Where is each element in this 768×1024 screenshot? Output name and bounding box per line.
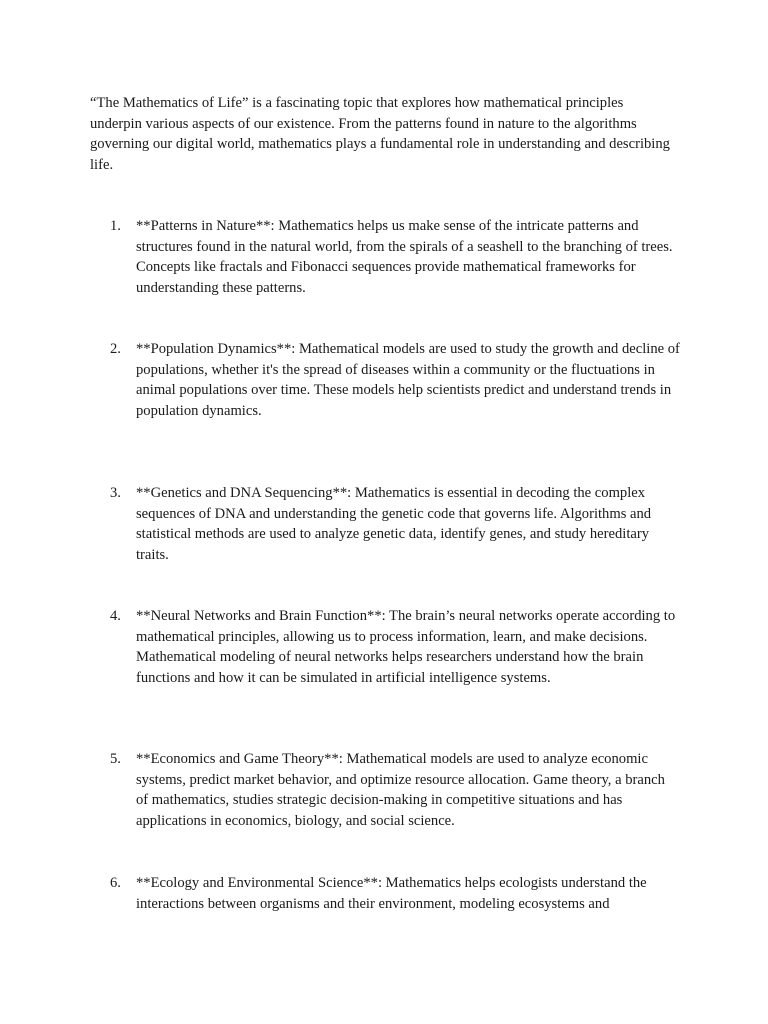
list-number: 4.: [110, 608, 121, 624]
list-number: 1.: [110, 218, 121, 234]
list-number: 5.: [110, 751, 121, 767]
list-item-4: [110, 606, 680, 688]
list-text: **Ecology and Environmental Science**: Mathematics helps ecologists understand the interactions between organisms and their environment, modeling ecosystems and: [136, 875, 647, 912]
intro-paragraph: “The Mathematics of Life” is a fascinating topic that explores how mathematical principles underpin various aspects of our existence. From the patterns found in nature to the algorithms governing our digital world, mathematics plays a fundamental role in understanding and describing life.: [90, 95, 670, 173]
list-text: **Patterns in Nature**: Mathematics helps us make sense of the intricate patterns and structures found in the natural world, from the spirals of a seashell to the branching of trees. Concepts like fractals and Fibonacci sequences provide mathematical frameworks for understanding these patterns.: [136, 218, 673, 296]
list-text: **Genetics and DNA Sequencing**: Mathematics is essential in decoding the complex sequences of DNA and understanding the genetic code that governs life. Algorithms and statistical methods are used to analyze genetic data, identify genes, and study hereditary traits.: [136, 485, 652, 563]
list-item-5: [110, 749, 680, 831]
list-item-1: [110, 216, 680, 298]
list-number: 6.: [110, 875, 121, 891]
list-item-6: [110, 873, 680, 914]
list-text: **Economics and Game Theory**: Mathematical models are used to analyze economic systems, predict market behavior, and optimize resource allocation. Game theory, a branch of mathematics, studies strategic decision-making in competitive situations and has applications in economics, biology, and social science.: [136, 751, 665, 829]
list-text: **Neural Networks and Brain Function**: The brain’s neural networks operate according to mathematical principles, allowing us to process information, learn, and make decisions. Mathematical modeling of neural networks helps researchers understand how the brain functions and how it can be simulated in artificial intelligence systems.: [136, 608, 676, 686]
list-item-2: [110, 339, 680, 421]
list-item-3: [110, 483, 680, 565]
list-number: 3.: [110, 485, 121, 501]
list-number: 2.: [110, 341, 121, 357]
list-text: **Population Dynamics**: Mathematical models are used to study the growth and decline of populations, whether it's the spread of diseases within a community or the fluctuations in animal populations over time. These models help scientists predict and understand trends in population dynamics.: [136, 341, 680, 419]
